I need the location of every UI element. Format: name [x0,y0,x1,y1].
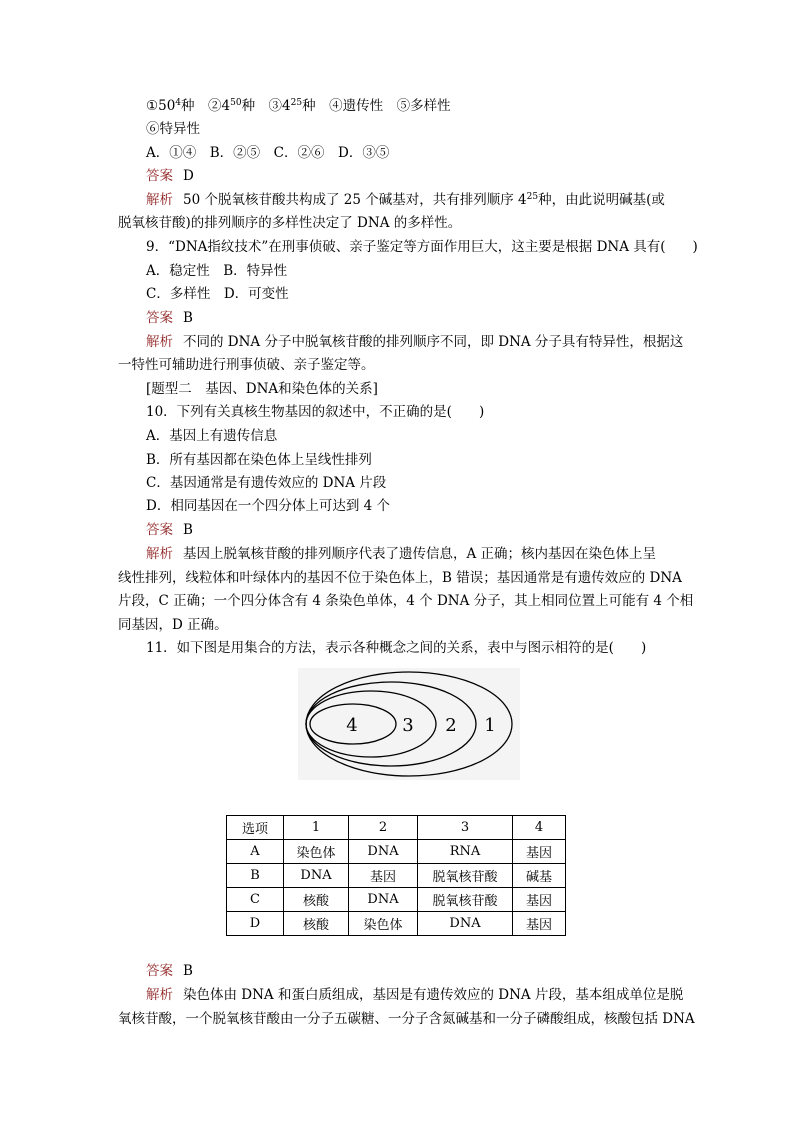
answer-value: D [183,168,194,184]
q8-options-line2: ⑥特异性 [146,121,200,137]
table-cell: 基因 [513,840,566,864]
q10-analysis-line2: 线性排列，线粒体和叶绿体内的基因不位于染色体上，B 错误；基因通常是有遗传效应的 DNA [118,570,682,586]
q10-analysis-line3: 片段，C 正确；一个四分体含有 4 条染色单体，4 个 DNA 分子，其上相同位置上可能有 4 个相 [118,593,694,609]
set-3-label: 3 [402,715,414,736]
answer-label: 答案 [146,963,173,979]
q10-analysis-line4: 同基因，D 正确。 [118,617,228,633]
table-cell: 染色体 [349,912,418,936]
table-cell: 基因 [349,864,418,888]
q11-stem: 11．如下图是用集合的方法，表示各种概念之间的关系，表中与图示相符的是( ) [146,640,647,656]
q9-analysis-line2: 一特性可辅助进行刑事侦破、亲子鉴定等。 [118,357,375,373]
table-cell: C [227,888,284,912]
table-header-row [227,816,566,840]
table-cell: 基因 [513,888,566,912]
table-cell: 碱基 [513,864,566,888]
q8-analysis-line2: 脱氧核苷酸)的排列顺序的多样性决定了 DNA 的多样性。 [118,215,462,231]
q9-stem: 9．“DNA指纹技术”在刑事侦破、亲子鉴定等方面作用巨大，这主要是根据 DNA 具有( ) [146,239,698,255]
section-title: [题型二 基因、DNA和染色体的关系] [146,381,378,397]
table-header-cell: 2 [349,816,418,840]
q8-options-line1: $①50^4$种 $②4^{50}$种 $③4^{25}$种 ④遗传性 ⑤多样性 [146,98,451,114]
set-2-label: 2 [445,715,457,736]
answer-value: B [183,522,193,538]
table-cell: 脱氧核苷酸 [418,864,513,888]
options-table [226,815,566,936]
q9-answer [146,309,193,327]
analysis-label: 解析 [146,987,173,1003]
q8-answer [146,167,194,185]
q11-analysis-line1: 解析 染色体由 DNA 和蛋白质组成，基因是有遗传效应的 DNA 片段，基本组成单位是脱 [146,987,684,1003]
table-cell: 核酸 [284,912,349,936]
table-cell: 染色体 [284,840,349,864]
table-cell: DNA [349,840,418,864]
answer-label: 答案 [146,522,173,538]
q10-choice-d: D．相同基因在一个四分体上可达到 4 个 [146,498,390,514]
table-cell: B [227,864,284,888]
table-cell: 基因 [513,912,566,936]
q11-answer [146,962,193,980]
set-1-label: 1 [484,715,496,736]
answer-label: 答案 [146,168,173,184]
q10-choice-a: A．基因上有遗传信息 [146,428,278,444]
analysis-label: 解析 [146,546,173,562]
table-header-cell: 1 [284,816,349,840]
answer-value: B [183,963,193,979]
q10-choice-b: B．所有基因都在染色体上呈线性排列 [146,452,372,468]
q9-analysis-line1: 解析 不同的 DNA 分子中脱氧核苷酸的排列顺序不同，即 DNA 分子具有特异性，根据这 [146,334,684,350]
table-header-cell: 3 [418,816,513,840]
q10-choice-c: C．基因通常是有遗传效应的 DNA 片段 [146,475,387,491]
table-row [227,864,566,888]
table-cell: 核酸 [284,888,349,912]
table-row [227,888,566,912]
table-cell: A [227,840,284,864]
table-cell: D [227,912,284,936]
q9-choices-line1: A．稳定性 B．特异性 [146,263,288,279]
q10-stem: 10．下列有关真核生物基因的叙述中，不正确的是( ) [146,404,485,420]
table-header-cell: 4 [513,816,566,840]
table-cell: DNA [418,912,513,936]
table-row [227,912,566,936]
table-cell: 脱氧核苷酸 [418,888,513,912]
answer-label: 答案 [146,310,173,326]
table-row [227,840,566,864]
table-cell: DNA [349,888,418,912]
set-4-label: 4 [346,715,358,736]
q8-choices: A．①④ B．②⑤ C．②⑥ D．③⑤ [146,145,390,161]
table-cell: RNA [418,840,513,864]
q10-analysis-line1: 解析 基因上脱氧核苷酸的排列顺序代表了遗传信息，A 正确；核内基因在染色体上呈 [146,546,657,562]
analysis-label: 解析 [146,192,173,208]
q8-analysis-line1: 解析 50 个脱氧核苷酸共构成了 25 个碱基对，共有排列顺序 $4^{25}$种，由此说明碱基(或 [146,192,665,208]
analysis-label: 解析 [146,334,173,350]
table-header-cell: 选项 [227,816,284,840]
answer-value: B [183,310,193,326]
q9-choices-line2: C．多样性 D．可变性 [146,286,289,302]
nested-sets-diagram [298,668,520,780]
q11-analysis-line2: 氧核苷酸，一个脱氧核苷酸由一分子五碳糖、一分子含氮碱基和一分子磷酸组成，核酸包括 DNA [118,1011,695,1027]
table-cell: DNA [284,864,349,888]
q10-answer [146,521,193,539]
